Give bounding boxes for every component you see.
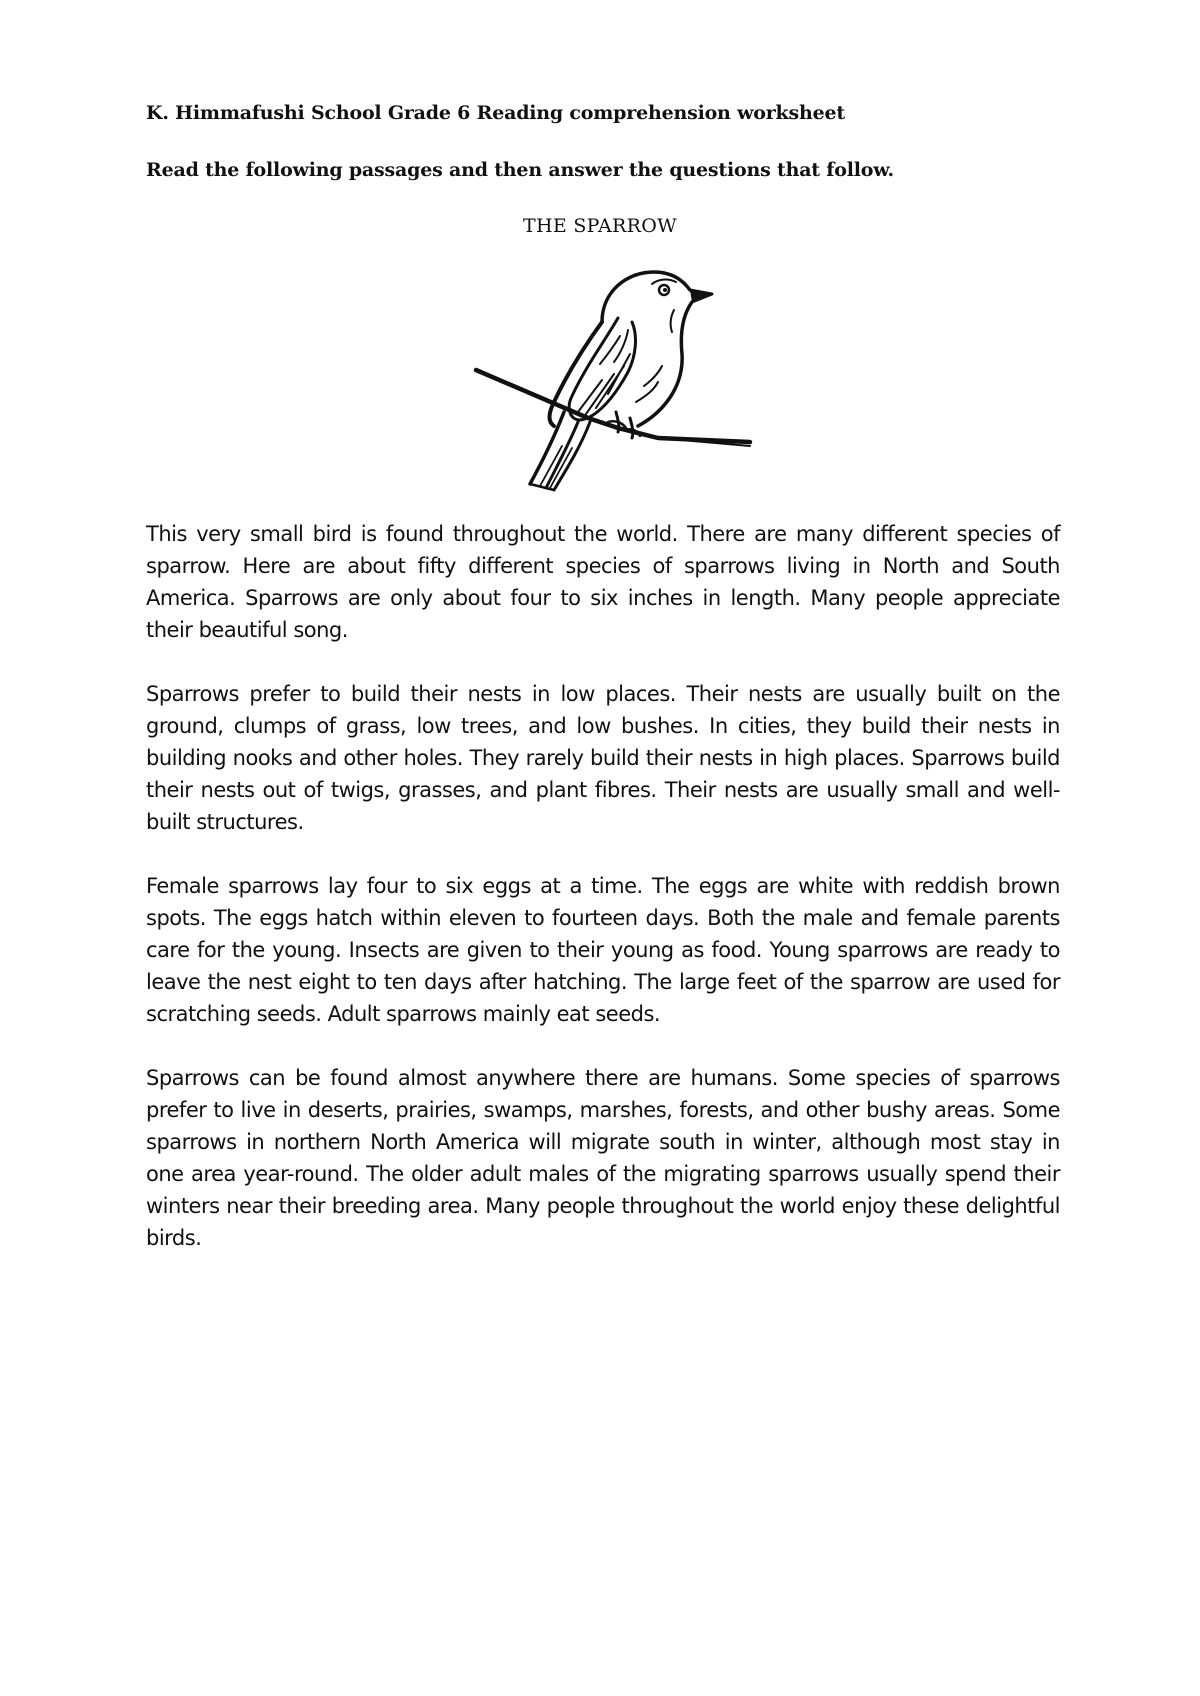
paragraph-1: This very small bird is found throughout the world. There are many different species of sparrow. Here are about fifty different species of sparrows living in North and South America. Sparrows are only about four to six inches in length. Many people appreciate their beautiful song. — [146, 522, 1060, 642]
sparrow-illustration-icon — [468, 262, 758, 494]
paragraph-4: Sparrows can be found almost anywhere there are humans. Some species of sparrows prefer to live in deserts, prairies, swamps, marshes, forests, and other bushy areas. Some sparrows in northern North America will migrate south in winter, although most stay in one area year-round. The older adult males of the migrating sparrows usually spend their winters near their breeding area. Many people throughout the world enjoy these delightful birds. — [146, 1066, 1060, 1250]
paragraph-2: Sparrows prefer to build their nests in low places. Their nests are usually built on the ground, clumps of grass, low trees, and low bushes. In cities, they build their nests in building nooks and other holes. They rarely build their nests in high places. Sparrows build their nests out of twigs, grasses, and plant fibres. Their nests are usually small and well-built structures. — [146, 682, 1060, 834]
paragraph-3: Female sparrows lay four to six eggs at a time. The eggs are white with reddish brown spots. The eggs hatch within eleven to fourteen days. Both the male and female parents care for the young. Insects are given to their young as food. Young sparrows are ready to leave the nest eight to ten days after hatching. The large feet of the sparrow are used for scratching seeds. Adult sparrows mainly eat seeds. — [146, 874, 1060, 1026]
worksheet-title: K. Himmafushi School Grade 6 Reading comprehension worksheet — [146, 102, 845, 124]
instructions: Read the following passages and then answer the questions that follow. — [146, 159, 894, 181]
passage-title: THE SPARROW — [523, 215, 677, 237]
passage-body — [146, 518, 1060, 1286]
